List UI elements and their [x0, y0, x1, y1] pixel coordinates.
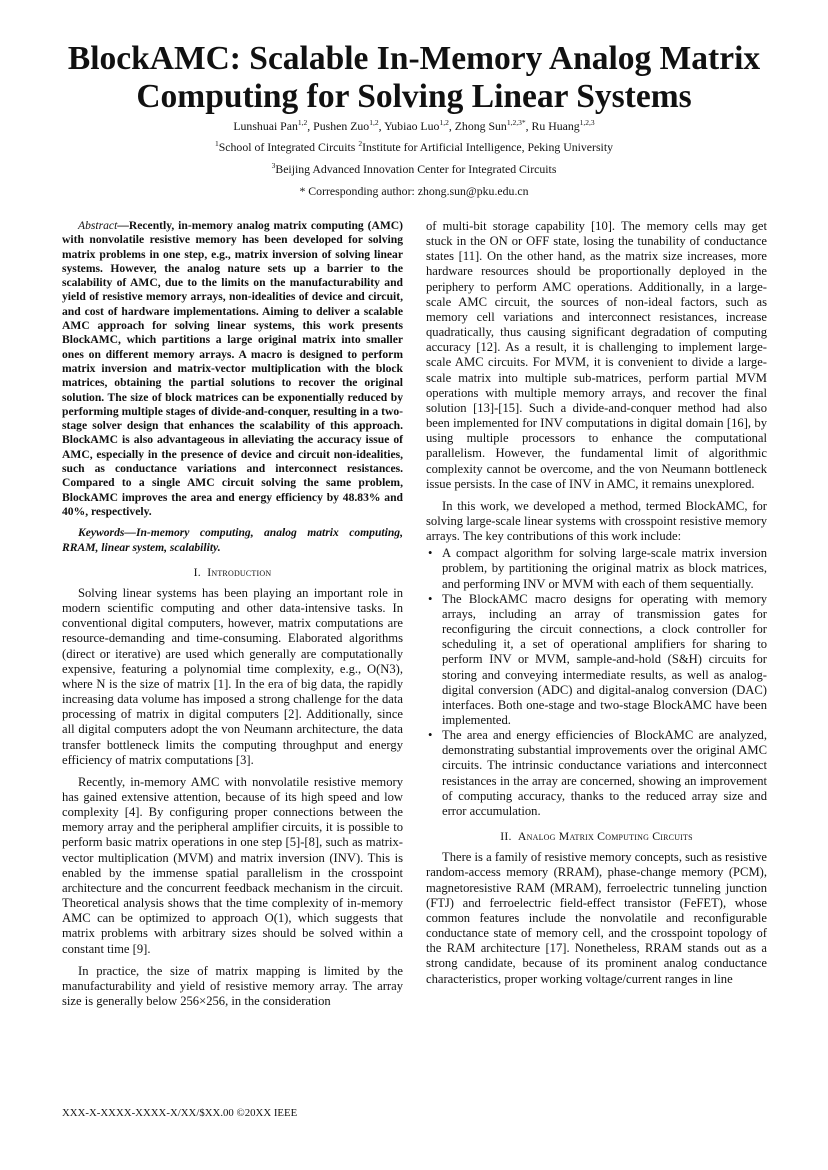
title-line-2: Computing for Solving Linear Systems [136, 78, 692, 115]
author: Ru Huang$^{1,2,3}$ [531, 118, 595, 133]
copyright-footer: XXX-X-XXXX-XXXX-X/XX/$XX.00 ©20XX IEEE [62, 1107, 298, 1119]
corresponding-author: * Corresponding author: zhong.sun@pku.edu.cn [299, 184, 529, 198]
author: Yubiao Luo$^{1,2}$, [384, 118, 455, 133]
right-column [426, 219, 767, 987]
intro-paragraph-2: Recently, in-memory AMC with nonvolatile resistive memory has gained extensive attention, because of its high speed and low complexity [4]. By configuring proper connections between the memory array and the peripheral amplifier circuits, it is possible to perform basic matrix operations in one step [5]-[8], such as matrix-vector multiplication (MVM) and matrix inversion (INV). This is enabled by the immense spatial parallelism in the crosspoint architecture and the concurrent feedback mechanism in the circuit. Theoretical analysis shows that the time complexity of in-memory AMC can be optimized to approach O(1), which suggests that matrix problems with arbitrary sizes should be solved within a constant time [9]. [62, 774, 403, 956]
contribution-list [426, 546, 767, 819]
list-item: • A compact algorithm for solving large-scale matrix inversion problem, by partitioning the original matrix as block matrices, and performing INV or MVM with each of them sequentially. [428, 546, 767, 591]
intro-paragraph-3: In practice, the size of matrix mapping is limited by the manufacturability and yield of resistive memory array. The array size is generally below 256×256, in the consideration [62, 963, 403, 1009]
bullet-icon: • [428, 728, 433, 743]
section-heading-amc-circuits: II. Analog Matrix Computing Circuits [500, 829, 693, 844]
affiliation-line-1: $^1$School of Integrated Circuits $^2$Institute for Artificial Intelligence, Peking University [214, 139, 614, 154]
paper-title [40, 40, 788, 116]
author: Pushen Zuo$^{1,2}$, [313, 118, 385, 133]
title-line-1: BlockAMC: Scalable In-Memory Analog Matrix [67, 40, 761, 77]
right-paragraph-1: of multi-bit storage capability [10]. The memory cells may get stuck in the ON or OFF state, losing the tunability of conductance states [11]. On the other hand, as the matrix size increases, more hardware resources should be proportionally deployed in the periphery to perform AMC operations. Additionally, in a large-scale AMC circuit, the sources of non-ideal factors, such as memory cell variations and interconnect resistances, increase quadratically, thus causing significant degradation of computing accuracy [12]. As a result, it is challenging to implement large-scale AMC circuits. For MVM, it is convenient to divide a large-scale matrix into multiple sub-matrices, perform partial MVM operations with multiple memory arrays, and recover the final solution [13]-[15]. Such a divide-and-conquer method had also been implemented for INV computations in digital domain [16], by using multiple processors to enhance the computational parallelism. However, the fundamental limit of algorithmic complexity cannot be overcome, and the von Neumann bottleneck issue persists. In the case of INV in AMC, it remains unexplored. [426, 219, 767, 491]
section-heading-introduction: I. Introduction [193, 564, 272, 579]
abstract: Abstract—Recently, in-memory analog matrix computing (AMC) with nonvolatile resistive memory has been developed for solving matrix problems in one step, e.g., matrix inversion of solving linear systems. However, the analog nature sets up a barrier to the scalability of AMC, due to the limits on the manufacturability and yield of resistive memory arrays, non-idealities of device and circuit, and cost of hardware implementations. Aiming to deliver a scalable AMC approach for solving linear systems, this work presents BlockAMC, which partitions a large original matrix into smaller ones on different memory arrays. A macro is designed to perform matrix inversion and matrix-vector multiplication with the block matrices, obtaining the partial solutions to recover the original solution. The size of block matrices can be exponentially reduced by performing multiple stages of divide-and-conquer, resulting in a two-stage solver design that enhances the scalability of this approach. BlockAMC is also advantageous in alleviating the accuracy issue of AMC, especially in the presence of device and circuit non-idealities, such as conductance variations and interconnect resistances. Compared to a single AMC circuit solving the same problem, BlockAMC improves the area and energy efficiency by 48.83% and 40%, respectively. [62, 219, 403, 518]
left-column [62, 219, 403, 1009]
author: Lunshuai Pan$^{1,2}$, [233, 118, 314, 133]
list-item: • The area and energy efficiencies of BlockAMC are analyzed, demonstrating substantial improvements over the original AMC circuits. The intrinsic conductance variations and interconnect resistances in the array are concerned, showing an improvement of computing accuracy, thanks to the reduced array size and error accumulation. [428, 728, 767, 818]
author-list [40, 118, 788, 134]
bullet-icon: • [428, 591, 433, 606]
keywords: Keywords—In-memory computing, analog matrix computing, RRAM, linear system, scalability. [62, 526, 403, 554]
affiliation-line-2: $^3$Beijing Advanced Innovation Center for Integrated Circuits [271, 161, 557, 176]
author: Zhong Sun$^{1,2,3*}$, [454, 118, 532, 133]
intro-paragraph-1: Solving linear systems has been playing an important role in modern scientific computing and other data-intensive tasks. In conventional digital computers, however, matrix computations are resource-demanding and time-consuming. Elaborated algorithms (direct or iterative) are used which generally are computationally expensive, featuring a polynomial time complexity, e.g., O(N3), where N is the size of matrix [1]. In the era of big data, the rapidly increasing data volume has imposed a strong challenge for the data processing of matrix in digital computers [2]. Additionally, since all digital computers adopt the von Neumann architecture, the data transfer bottleneck limits the computing throughput and energy efficiency of matrix computations [3]. [62, 585, 403, 767]
section2-paragraph-1: There is a family of resistive memory concepts, such as resistive random-access memory (RRAM), phase-change memory (PCM), magnetoresistive RAM (MRAM), ferroelectric tunneling junction (FTJ) and ferroelectric field-effect transistor (FeFET), whose common features include the nonvolatile and reconfigurable conductance state of memory cell, and the crosspoint topology of the RAM architecture [17]. Nonetheless, RRAM stands out as a strong candidate, because of its prominent analog conductance characteristics, proper working voltage/current ranges in line [426, 850, 767, 986]
bullet-icon: • [428, 546, 433, 561]
list-item: • The BlockAMC macro designs for operating with memory arrays, including an array of transmission gates for reconfiguring the circuit connections, a clock controller for scheduling it, a set of operational amplifiers for sharing to perform INV or MVM, sample-and-hold (S&H) circuits for storing and conveying intermediate results, as well as analog-digital conversion (ADC) and digital-analog conversion (DAC) interfaces. Both one-stage and two-stage BlockAMC have been implemented. [428, 591, 767, 727]
right-paragraph-2: In this work, we developed a method, termed BlockAMC, for solving large-scale linear systems with crosspoint resistive memory arrays. The key contributions of this work include: [426, 498, 767, 544]
